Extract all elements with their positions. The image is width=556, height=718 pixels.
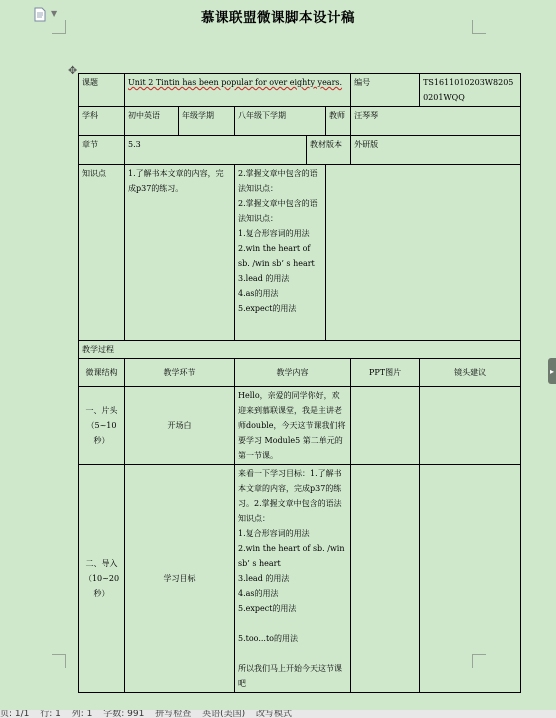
- table-row: [79, 465, 521, 693]
- margin-corner-marker: [52, 20, 66, 34]
- grade-value[interactable]: 八年级下学期: [235, 107, 326, 136]
- margin-corner-marker: [52, 654, 66, 668]
- margin-corner-marker: [472, 20, 486, 34]
- status-mode[interactable]: 改写模式: [256, 710, 293, 718]
- chevron-down-icon[interactable]: ▼: [51, 9, 58, 18]
- row-content[interactable]: Hello，亲爱的同学你好，欢迎来到慕联课堂，我是主讲老师double，今天这节课我们将要学习 Module5 第二单元的第一节课。: [235, 387, 351, 465]
- status-language[interactable]: 英语(美国): [202, 710, 246, 718]
- row-ppt[interactable]: [351, 465, 420, 693]
- textbook-label: 教材版本: [307, 136, 351, 165]
- row-structure[interactable]: 一、片头（5~10秒）: [79, 387, 125, 465]
- table-row: [79, 387, 521, 465]
- table-row: [79, 74, 521, 107]
- row-camera[interactable]: [420, 465, 521, 693]
- chapter-value[interactable]: 5.3: [125, 136, 307, 165]
- code-label: 编号: [351, 74, 420, 107]
- header-ppt: PPT图片: [351, 359, 420, 387]
- status-word-count[interactable]: 字数: 991: [103, 710, 145, 718]
- row-camera[interactable]: [420, 387, 521, 465]
- table-move-handle-icon[interactable]: ✥: [68, 64, 78, 77]
- header-step: 教学环节: [125, 359, 235, 387]
- textbook-value[interactable]: 外研版: [351, 136, 521, 165]
- header-camera: 镜头建议: [420, 359, 521, 387]
- header-structure: 微课结构: [79, 359, 125, 387]
- knowledge-col3[interactable]: [326, 165, 521, 341]
- subject-label: 学科: [79, 107, 125, 136]
- table-row: [79, 341, 521, 359]
- teacher-value[interactable]: 汪琴琴: [351, 107, 521, 136]
- script-table: [78, 73, 521, 693]
- table-row: [79, 136, 521, 165]
- teacher-label: 教师: [326, 107, 351, 136]
- table-row: [79, 165, 521, 341]
- grade-label: 年级学期: [179, 107, 235, 136]
- chapter-label: 章节: [79, 136, 125, 165]
- row-structure[interactable]: 二、导入（10~20秒）: [79, 465, 125, 693]
- row-ppt[interactable]: [351, 387, 420, 465]
- knowledge-col2[interactable]: 2.掌握文章中包含的语法知识点： 2.掌握文章中包含的语法知识点： 1.复合形容词的用法 2.win the heart of sb. /win sb’ s heart 3.lead 的用法 4.as的用法 5.expect的用法: [235, 165, 326, 341]
- status-page[interactable]: 页: 1/1: [0, 710, 30, 718]
- status-spellcheck[interactable]: 拼写检查: [155, 710, 192, 718]
- row-content[interactable]: 来看一下学习目标：1.了解书本文章的内容，完成p37的练习。2.掌握文章中包含的语法知识点： 1.复合形容词的用法 2.win the heart of sb. /win sb’ s heart 3.lead 的用法 4.as的用法 5.expect的用法 5.too...to的用法 所以我们马上开始今天这节课吧: [235, 465, 351, 693]
- row-step[interactable]: 学习目标: [125, 465, 235, 693]
- side-panel-toggle-icon[interactable]: ▸: [548, 358, 556, 384]
- knowledge-col1[interactable]: 1.了解书本文章的内容，完成p37的练习。: [125, 165, 235, 341]
- subject-value[interactable]: 初中英语: [125, 107, 179, 136]
- process-section-label: 教学过程: [79, 341, 521, 359]
- status-bar: [0, 710, 556, 718]
- header-content: 教学内容: [235, 359, 351, 387]
- status-line: 行: 1: [40, 710, 61, 718]
- table-row: [79, 107, 521, 136]
- row-step[interactable]: 开场白: [125, 387, 235, 465]
- code-value[interactable]: TS1611010203W82050201WQQ: [420, 74, 521, 107]
- topic-label: 课题: [79, 74, 125, 107]
- topic-value[interactable]: Unit 2 Tintin has been popular for over eighty years.: [125, 74, 351, 107]
- table-header-row: [79, 359, 521, 387]
- status-column: 列: 1: [71, 710, 93, 718]
- document-title: 慕课联盟微课脚本设计稿: [201, 10, 355, 26]
- knowledge-label: 知识点: [79, 165, 125, 341]
